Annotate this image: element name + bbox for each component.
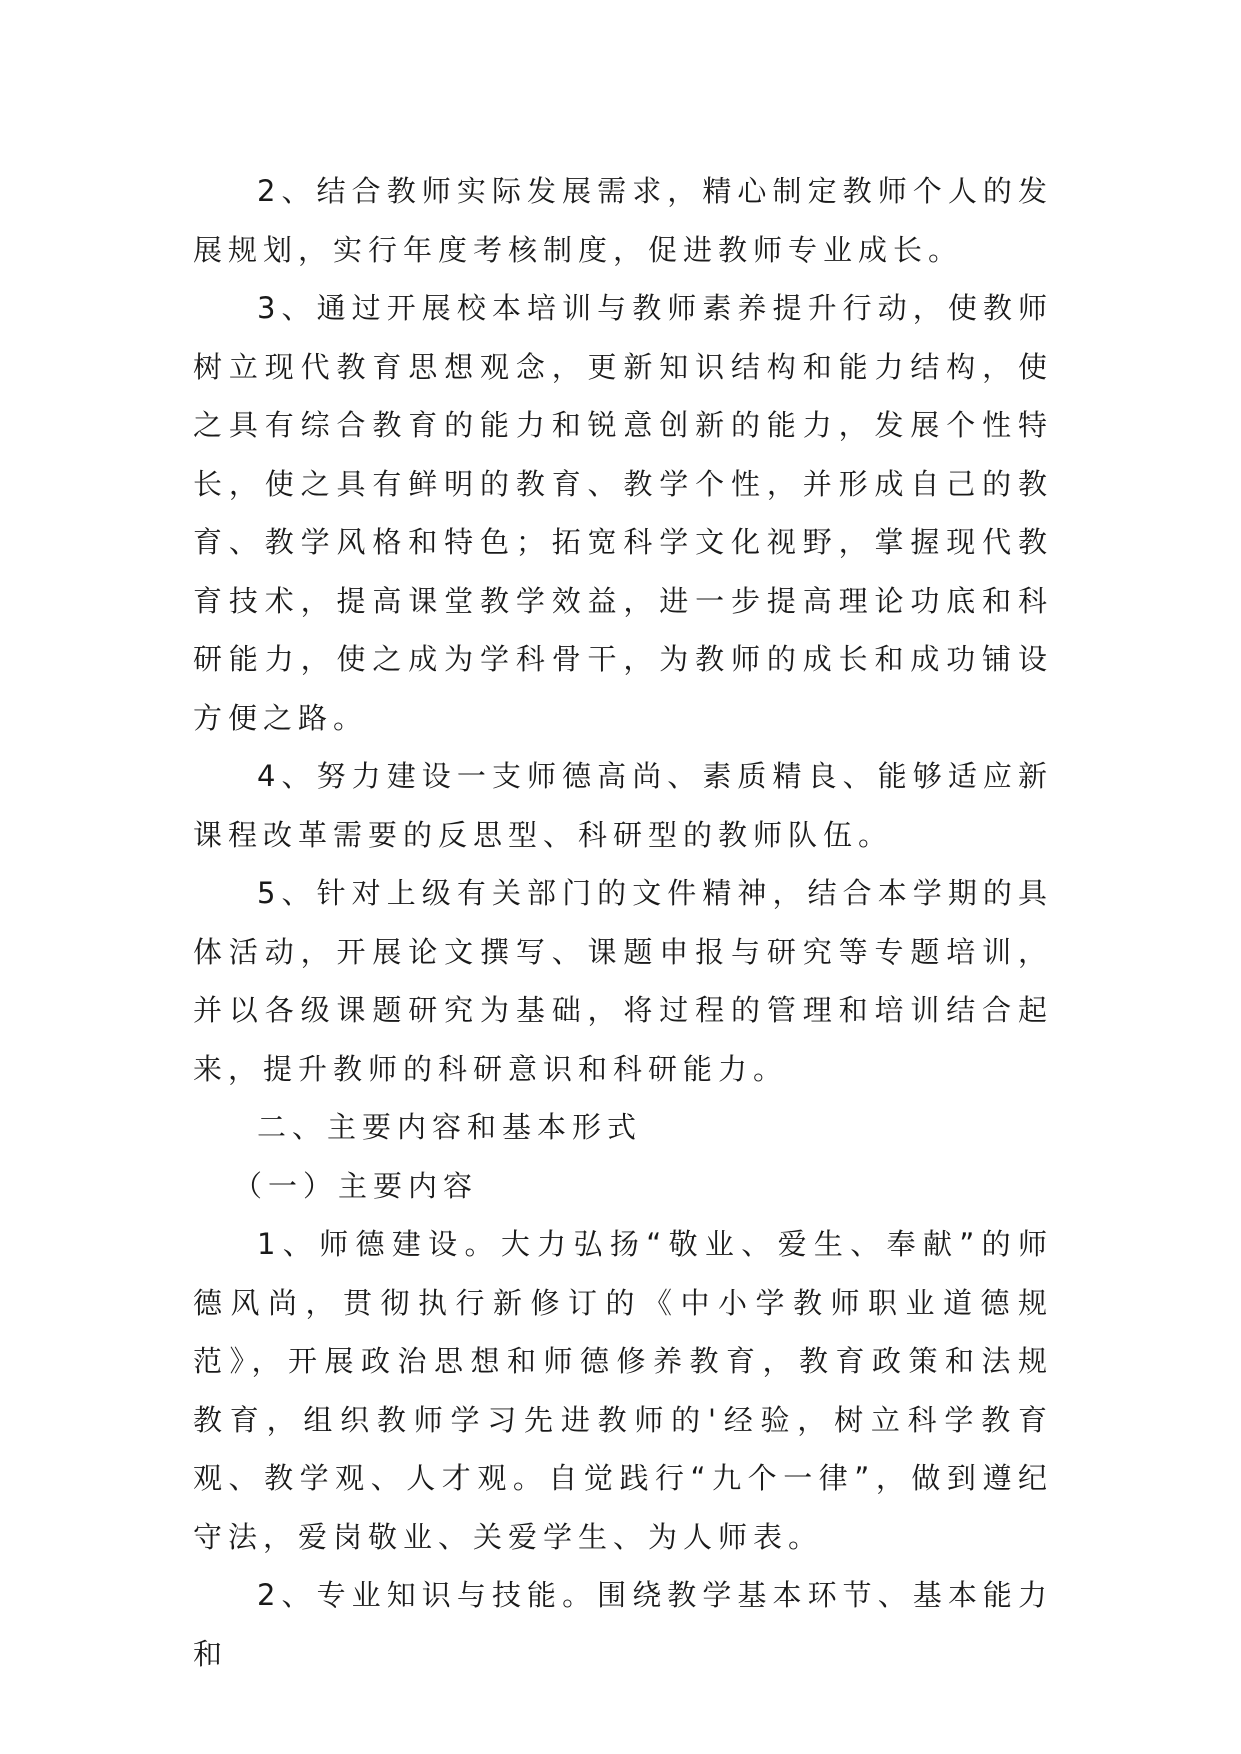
paragraph-goal-3: 3、通过开展校本培训与教师素养提升行动，使教师树立现代教育思想观念，更新知识结构和能力结构，使之具有综合教育的能力和锐意创新的能力，发展个性特长，使之具有鲜明的教育、教学个性，并形成自己的教育、教学风格和特色；拓宽科学文化视野，掌握现代教育技术，提高课堂教学效益，进一步提高理论功底和科研能力，使之成为学科骨干，为教师的成长和成功铺设方便之路。 [193,291,1053,735]
paragraph-goal-5: 5、针对上级有关部门的文件精神，结合本学期的具体活动，开展论文撰写、课题申报与研究等专题培训，并以各级课题研究为基础，将过程的管理和培训结合起来，提升教师的科研意识和科研能力。 [193,876,1053,1086]
document-body [193,162,1053,1683]
section-heading: 二、主要内容和基本形式 [257,1110,643,1144]
paragraph-content-1: 1、师德建设。大力弘扬“敬业、爱生、奉献”的师德风尚，贯彻执行新修订的《中小学教师职业道德规范》，开展政治思想和师德修养教育，教育政策和法规教育，组织教师学习先进教师的'经验，树立科学教育观、教学观、人才观。自觉践行“九个一律”，做到遵纪守法，爱岗敬业、关爱学生、为人师表。 [193,1227,1053,1554]
subsection-heading: （一）主要内容 [233,1168,479,1203]
paragraph-goal-2: 2、结合教师实际发展需求，精心制定教师个人的发展规划，实行年度考核制度，促进教师专业成长。 [193,174,1053,267]
paragraph-goal-4: 4、努力建设一支师德高尚、素质精良、能够适应新课程改革需要的反思型、科研型的教师队伍。 [193,759,1053,852]
paragraph-content-2: 2、专业知识与技能。围绕教学基本环节、基本能力和 [193,1578,1053,1671]
